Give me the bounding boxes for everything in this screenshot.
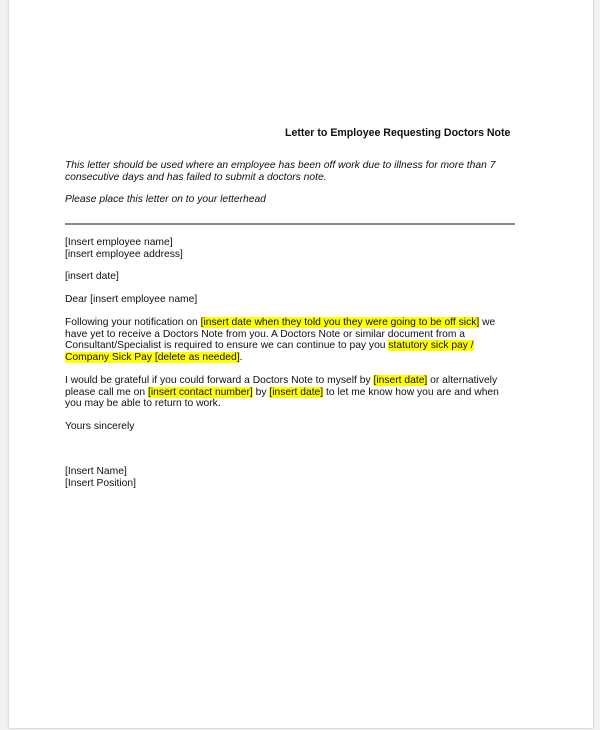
p1-line-4: Company Sick Pay [delete as needed]. [65, 351, 243, 363]
p1-line-3: Consultant/Specialist is required to ensure we can continue to pay you statutory sick pay / [65, 340, 474, 352]
signature-block [65, 466, 505, 489]
p2-line-1: I would be grateful if you could forward a Doctors Note to myself by [insert date] or alternatively [65, 375, 498, 386]
address-name: [Insert employee name] [65, 237, 173, 248]
p1-line-1: Following your notification on [insert date when they told you they were going to be off sick] we [65, 317, 496, 328]
document-page [9, 0, 593, 728]
p2-line-2: please call me on [insert contact number] by [insert date] to let me know how you are and when [65, 386, 499, 398]
p2-line-3: you may be able to return to work. [65, 398, 221, 410]
paragraph-2 [65, 375, 505, 410]
placeholder-highlight: [insert date] [269, 386, 324, 398]
paragraph-1 [65, 317, 505, 363]
address-block [65, 237, 505, 260]
placeholder-highlight: statutory sick pay / [388, 340, 474, 352]
divider-rule [65, 223, 515, 225]
signature-position: [Insert Position] [65, 477, 136, 489]
address-line: [insert employee address] [65, 248, 183, 260]
placeholder-highlight: Company Sick Pay [delete as needed] [65, 351, 240, 363]
salutation: Dear [insert employee name] [65, 294, 198, 305]
letter-date: [insert date] [65, 271, 119, 282]
intro-line-2: consecutive days and has failed to submit a doctors note. [65, 171, 327, 183]
closing: Yours sincerely [65, 421, 135, 432]
placeholder-highlight: [insert date] [373, 375, 428, 386]
placeholder-highlight: [insert date when they told you they were going to be off sick] [200, 317, 480, 328]
intro-line-1: This letter should be used where an employee has been off work due to illness for more than 7 [65, 160, 496, 171]
p1-line-2: have yet to receive a Doctors Note from you. A Doctors Note or similar document from a [65, 328, 466, 340]
placeholder-highlight: [insert contact number] [148, 386, 253, 398]
letterhead-note: Please place this letter on to your letterhead [65, 194, 266, 205]
document-title: Letter to Employee Requesting Doctors Note [285, 127, 511, 139]
intro-text [65, 160, 515, 183]
signature-name: [Insert Name] [65, 466, 127, 477]
